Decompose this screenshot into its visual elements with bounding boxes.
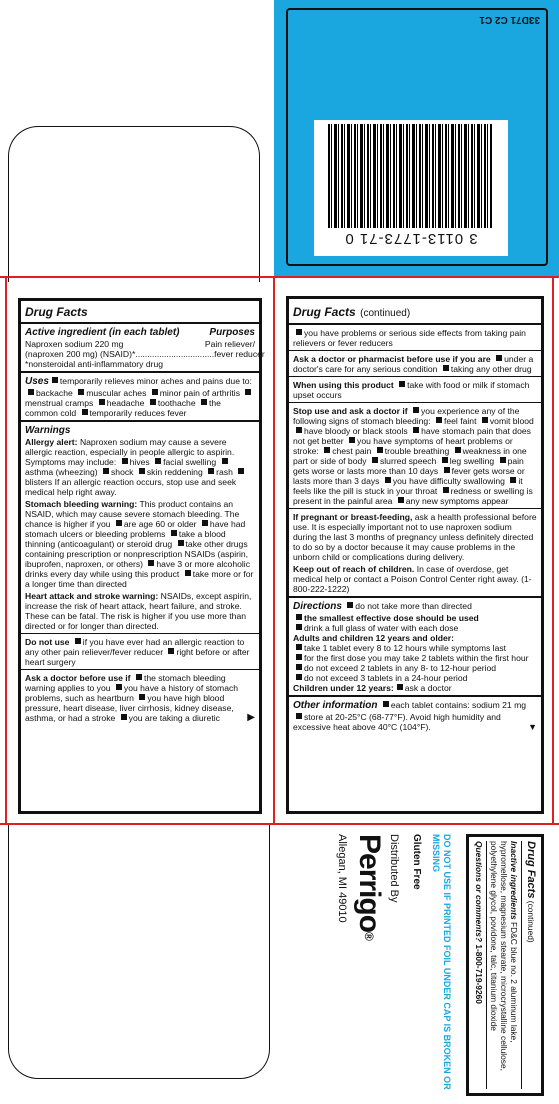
warnings-header: Warnings	[25, 425, 71, 436]
stomach-item: have 3 or more alcoholic drinks every day while using this product	[25, 559, 251, 579]
askdoc-label: Ask a doctor before use if	[25, 673, 131, 683]
when-item: take with food or milk if stomach upset occurs	[293, 380, 530, 400]
inactive-text: FD&C blue no. 2 aluminum lake, hypromellose, magnesium stearate, microcrystalline cellulose, polyethylene glycol, povidone, talc, titanium dioxide	[489, 841, 519, 1071]
bottom-flap	[282, 830, 548, 1100]
stop-item: fever gets worse or lasts more than 3 days	[293, 466, 525, 486]
stop-item: have stomach pain that does not get better	[293, 426, 531, 446]
dir-item: drink a full glass of water with each dose	[304, 623, 459, 633]
keep-text: In case of overdose, get medical help or contact a Poison Control Center right away. (1-800-222-1222)	[293, 564, 532, 594]
uses-header: Uses	[25, 376, 49, 387]
drug-facts-right	[286, 296, 544, 814]
active-line2: (naproxen 200 mg) (NSAID)*	[25, 349, 136, 359]
stop-item: weakness in one part or side of body	[293, 446, 527, 466]
questions-label: Questions or comments?	[474, 841, 484, 942]
stop-item: you experience any of the following signs of stomach bleeding:	[293, 406, 520, 426]
problems-item: you have problems or serious side effects from taking pain relievers or fever reducers	[293, 328, 526, 348]
stomach-item: take a blood thinning (anticoagulant) or steroid drug	[25, 529, 226, 549]
other-header: Other information	[293, 700, 378, 711]
use-item: headache	[106, 398, 145, 408]
leader-dots: .................................	[135, 349, 215, 359]
allergy-text: Naproxen sodium may cause a severe allergic reaction, especially in people allergic to aspirin. Symptoms may include:	[25, 437, 235, 467]
stop-label: Stop use and ask a doctor if	[293, 406, 408, 416]
askpharm-section	[289, 350, 541, 376]
stop-item: feel faint	[443, 416, 477, 426]
askpharm-item: under a doctor's care for any serious condition	[293, 354, 534, 374]
other-item: each tablet contains: sodium 21 mg	[390, 700, 527, 710]
donot-section	[21, 633, 259, 669]
lot-code: 33D71 C2 C1	[479, 14, 540, 25]
allergy-after: If an allergic reaction occurs, stop use and seek medical help right away.	[25, 477, 237, 497]
use-item: minor pain of arthritis	[159, 388, 241, 398]
askdoc-item: you have a history of stomach problems, such as heartburn	[25, 683, 239, 703]
allergy-item: shock	[111, 467, 134, 477]
stop-use-section	[289, 402, 541, 508]
when-using-section	[289, 376, 541, 402]
stop-item: vomit blood	[489, 416, 534, 426]
fold-line-right	[552, 276, 554, 825]
other-info-section	[289, 695, 541, 734]
stomach-label: Stomach bleeding warning:	[25, 499, 138, 509]
seal-warning: DO NOT USE IF PRINTED FOIL UNDER CAP IS BROKEN OR MISSING	[431, 834, 452, 1090]
drug-facts-title: Drug Facts	[25, 305, 88, 319]
allergy-item: skin reddening	[146, 467, 203, 477]
stop-item: slurred speech	[379, 456, 437, 466]
purpose-line2: fever reducer	[214, 349, 265, 359]
stomach-text: This product contains an NSAID, which may cause severe stomach bleeding. The chance is higher if you	[25, 499, 240, 529]
adults-label: Adults and children 12 years and older:	[293, 633, 454, 643]
drug-facts-left	[18, 298, 265, 814]
fold-line-left	[5, 276, 7, 825]
fold-line-top	[0, 276, 559, 278]
use-item: toothache	[157, 398, 196, 408]
df-cont-continued: (continued)	[526, 900, 536, 943]
barcode-bars	[328, 124, 492, 228]
allergy-item: hives	[129, 457, 150, 467]
uses-intro: temporarily relieves minor aches and pains due to:	[59, 376, 252, 386]
allergy-label: Allergy alert:	[25, 437, 78, 447]
stop-item: redness or swelling is present in the painful area	[293, 486, 533, 506]
askdoc-item: you have high blood pressure, heart disease, liver cirrhosis, kidney disease, asthma, or had a stroke	[25, 693, 234, 723]
use-item: menstrual cramps	[25, 398, 94, 408]
preg-text: ask a health professional before use. It is especially important not to use naproxen sodium during the last 3 months of pregnancy unless definitely directed to do so by a doctor because it may cause problems in the unborn child or complications during delivery.	[293, 512, 537, 562]
askdoc-item: you are taking a diuretic	[128, 713, 220, 723]
distributed-by: Distributed By	[388, 834, 400, 903]
registered-mark: ®	[362, 932, 376, 940]
stop-item: any new symptoms appear	[405, 496, 509, 506]
allergy-item: facial swelling	[163, 457, 217, 467]
use-item: muscular aches	[86, 388, 147, 398]
address: Allegan, MI 49010	[336, 834, 348, 923]
use-item: backache	[36, 388, 73, 398]
askpharm-label: Ask a doctor or pharmacist before use if you are	[293, 354, 491, 364]
uses-section	[21, 371, 259, 420]
questions-phone: 1-800-719-9260	[474, 944, 484, 1004]
dir-item: do not take more than directed	[355, 601, 472, 611]
allergy-item: rash	[216, 467, 233, 477]
heart-text: NSAIDs, except aspirin, increase the risk of heart attack, heart failure, and stroke. These can be fatal. The risk is higher if you use more than directed or for longer than directed.	[25, 591, 252, 631]
adults-item: take 1 tablet every 8 to 12 hours while symptoms last	[304, 643, 507, 653]
donot-item: right before or after heart surgery	[25, 647, 250, 667]
stop-item: chest pain	[332, 446, 372, 456]
use-item: temporarily reduces fever	[89, 408, 187, 418]
title-continued: (continued)	[360, 308, 411, 319]
stomach-item: take other drugs containing prescription or nonprescription NSAIDs (aspirin, ibuprofen, naproxen, or others)	[25, 539, 249, 569]
perrigo-logo	[352, 834, 386, 1034]
brand-name: Perrigo	[353, 834, 386, 933]
dir-item: the smallest effective dose should be used	[304, 613, 479, 623]
directions-section	[289, 596, 541, 695]
barcode	[314, 120, 508, 256]
warnings-section	[21, 420, 259, 633]
stop-item: trouble breathing	[384, 446, 450, 456]
stomach-item: take more or for a longer time than directed	[25, 569, 254, 589]
allergy-item: blisters	[25, 477, 53, 487]
pregnancy-section	[289, 508, 541, 596]
gluten-free: Gluten Free	[411, 834, 422, 890]
askpharm-item: taking any other drug	[450, 364, 532, 374]
allergy-item: asthma (wheezing)	[25, 467, 98, 477]
active-header: Active ingredient (in each tablet)	[25, 327, 180, 338]
stop-item: have bloody or black stools	[304, 426, 408, 436]
active-ingredient-section	[21, 322, 265, 371]
stop-item: you have symptoms of heart problems or stroke:	[293, 436, 513, 456]
left-bottom-flap	[8, 825, 270, 1079]
active-line1: Naproxen sodium 220 mg	[25, 339, 124, 349]
stomach-item: are age 60 or older	[123, 519, 197, 529]
continue-arrow-icon: ▶	[247, 712, 255, 723]
preg-label: If pregnant or breast-feeding,	[293, 512, 413, 522]
barcode-number: 3 0113-1773-71 0	[344, 230, 478, 247]
stop-item: pain gets worse or lasts more than 10 days	[293, 456, 524, 476]
other-item: store at 20-25°C (68-77°F). Avoid high humidity and excessive heat above 40°C (104°F).	[293, 712, 501, 732]
askdoc-section	[21, 669, 259, 725]
adults-item: do not exceed 2 tablets in any 8- to 12-hour period	[304, 663, 497, 673]
use-item: the common cold	[25, 398, 221, 418]
when-label: When using this product	[293, 380, 394, 390]
continue-arrow-down-icon: ▼	[528, 722, 537, 732]
directions-header: Directions	[293, 601, 342, 612]
donot-label: Do not use	[25, 637, 70, 647]
stop-item: leg swelling	[449, 456, 495, 466]
askdoc-item: the stomach bleeding warning applies to you	[25, 673, 226, 693]
drug-facts-title-cont: Drug Facts	[293, 305, 356, 319]
heart-label: Heart attack and stroke warning:	[25, 591, 159, 601]
fold-line-mid	[273, 276, 275, 825]
purpose-line1: Pain reliever/	[204, 339, 255, 349]
stop-item: you have difficulty swallowing	[392, 476, 505, 486]
children-label: Children under 12 years:	[293, 683, 394, 693]
keep-label: Keep out of reach of children.	[293, 564, 415, 574]
donot-item: if you have ever had an allergic reaction to any other pain reliever/fever reducer	[25, 637, 245, 657]
active-note: *nonsteroidal anti-inflammatory drug	[25, 359, 164, 369]
purposes-header: Purposes	[209, 327, 255, 338]
adults-item: for the first dose you may take 2 tablets within the first hour	[304, 653, 529, 663]
stomach-item: have had stomach ulcers or bleeding problems	[25, 519, 246, 539]
df-cont-title: Drug Facts	[525, 841, 537, 899]
drug-facts-cont-box	[466, 834, 544, 1096]
bottom-flap-content	[282, 830, 548, 1100]
problems-section	[289, 323, 541, 350]
inactive-label: Inactive ingredients	[509, 841, 519, 920]
children-text: ask a doctor	[404, 683, 452, 693]
adults-item: do not exceed 3 tablets in a 24-hour period	[304, 673, 468, 683]
left-top-flap	[8, 126, 260, 282]
stop-item: it feels like the pill is stuck in your throat	[293, 476, 523, 496]
